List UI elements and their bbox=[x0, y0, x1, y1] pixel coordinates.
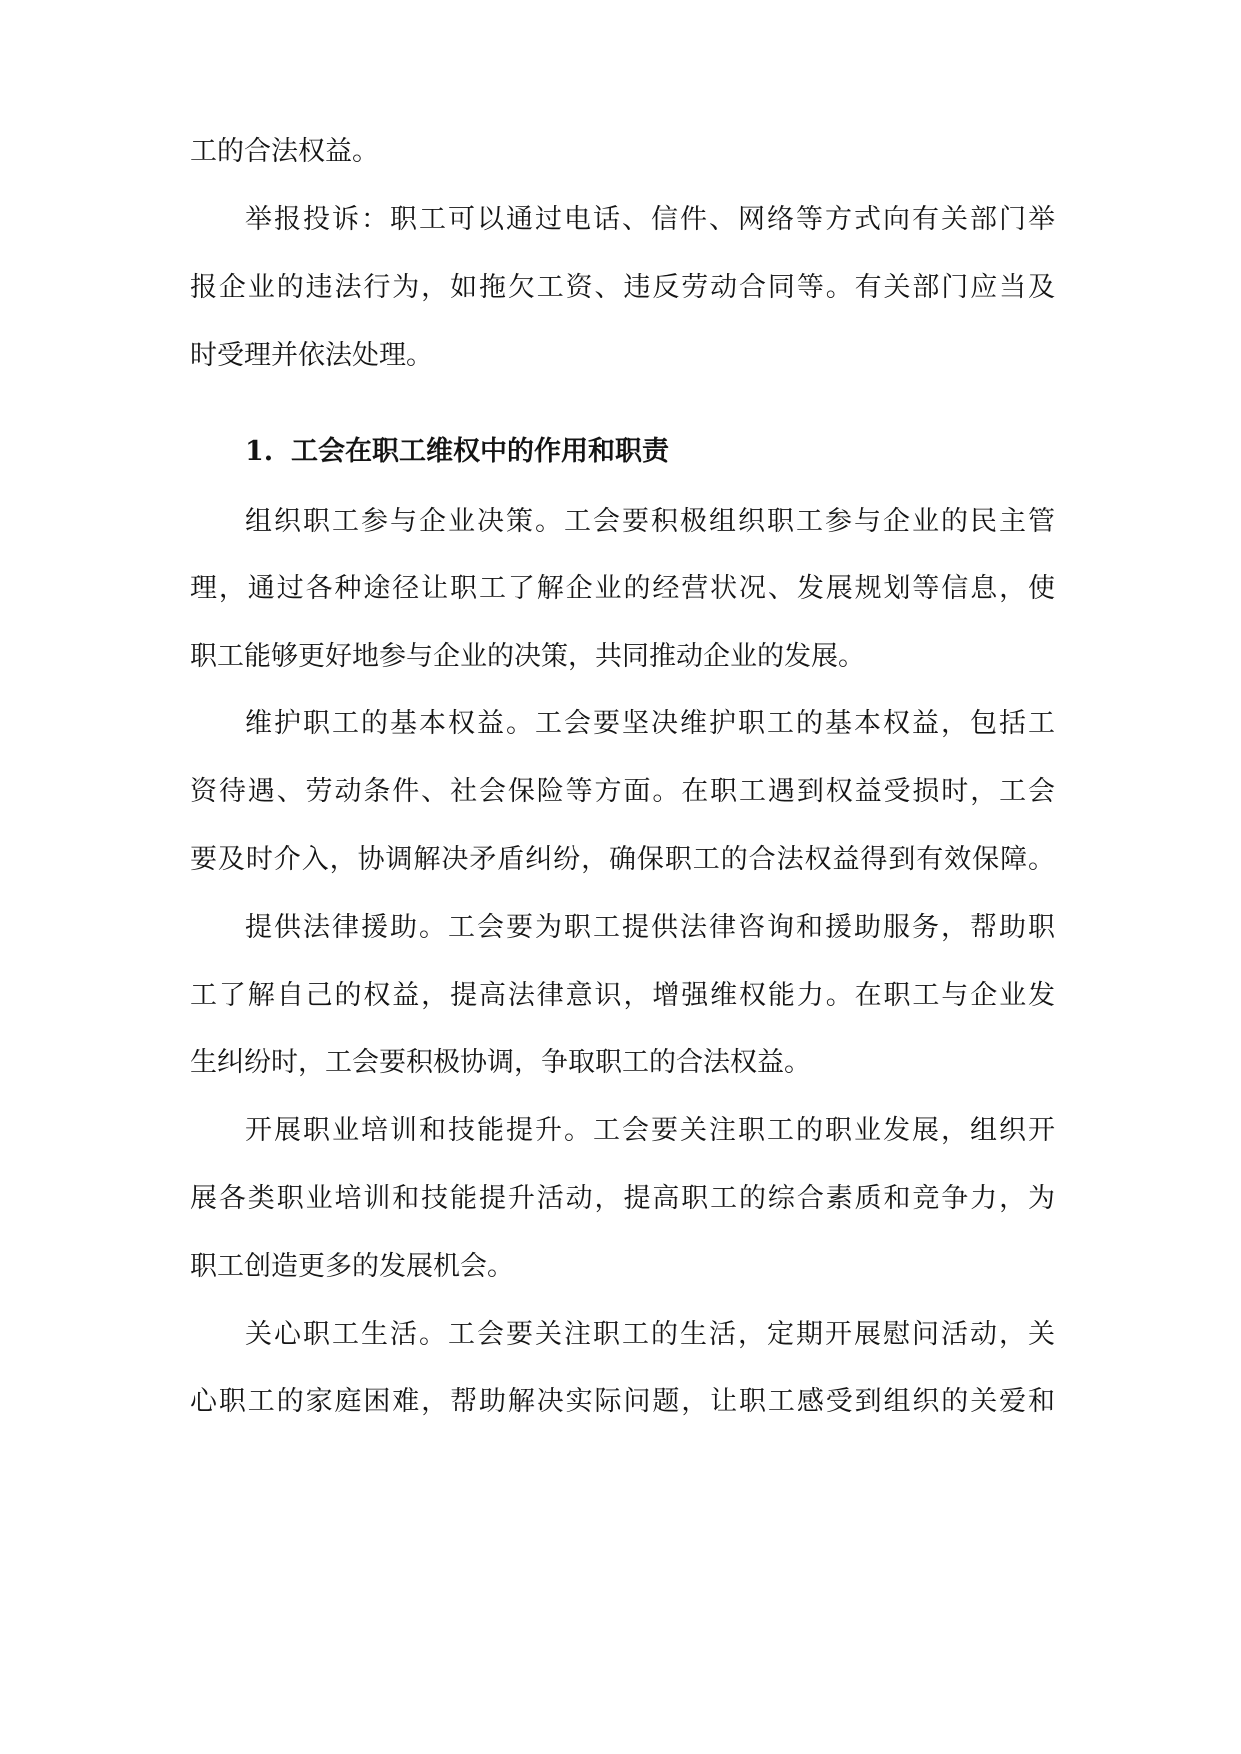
text-line: 工了解自己的权益，提高法律意识，增强维权能力。在职工与企业发 bbox=[190, 980, 1055, 1011]
text-line: 报企业的违法行为，如拖欠工资、违反劳动合同等。有关部门应当及 bbox=[190, 272, 1055, 303]
section-heading-text: 工会在职工维权中的作用和职责 bbox=[291, 436, 669, 467]
section-heading-number: 1. bbox=[245, 436, 274, 467]
text-line: 展各类职业培训和技能提升活动，提高职工的综合素质和竞争力，为 bbox=[190, 1183, 1055, 1214]
text-line: 心职工的家庭困难，帮助解决实际问题，让职工感受到组织的关爱和 bbox=[190, 1386, 1055, 1417]
text-line: 生纠纷时，工会要积极协调，争取职工的合法权益。 bbox=[190, 1047, 811, 1078]
text-line: 理，通过各种途径让职工了解企业的经营状况、发展规划等信息，使 bbox=[190, 573, 1055, 604]
text-line: 关心职工生活。工会要关注职工的生活，定期开展慰问活动，关 bbox=[245, 1319, 1055, 1350]
text-line: 维护职工的基本权益。工会要坚决维护职工的基本权益，包括工 bbox=[245, 708, 1055, 739]
text-line: 举报投诉：职工可以通过电话、信件、网络等方式向有关部门举 bbox=[245, 204, 1055, 235]
text-line: 职工能够更好地参与企业的决策，共同推动企业的发展。 bbox=[190, 641, 865, 672]
text-line: 开展职业培训和技能提升。工会要关注职工的职业发展，组织开 bbox=[245, 1115, 1055, 1146]
text-line: 要及时介入，协调解决矛盾纠纷，确保职工的合法权益得到有效保障。 bbox=[190, 844, 1055, 875]
text-line: 组织职工参与企业决策。工会要积极组织职工参与企业的民主管 bbox=[245, 506, 1055, 537]
text-line: 提供法律援助。工会要为职工提供法律咨询和援助服务，帮助职 bbox=[245, 912, 1055, 943]
text-line: 工的合法权益。 bbox=[190, 136, 379, 167]
section-heading bbox=[245, 430, 669, 474]
text-line: 时受理并依法处理。 bbox=[190, 340, 433, 371]
text-line: 职工创造更多的发展机会。 bbox=[190, 1251, 514, 1282]
text-line: 资待遇、劳动条件、社会保险等方面。在职工遇到权益受损时，工会 bbox=[190, 776, 1055, 807]
